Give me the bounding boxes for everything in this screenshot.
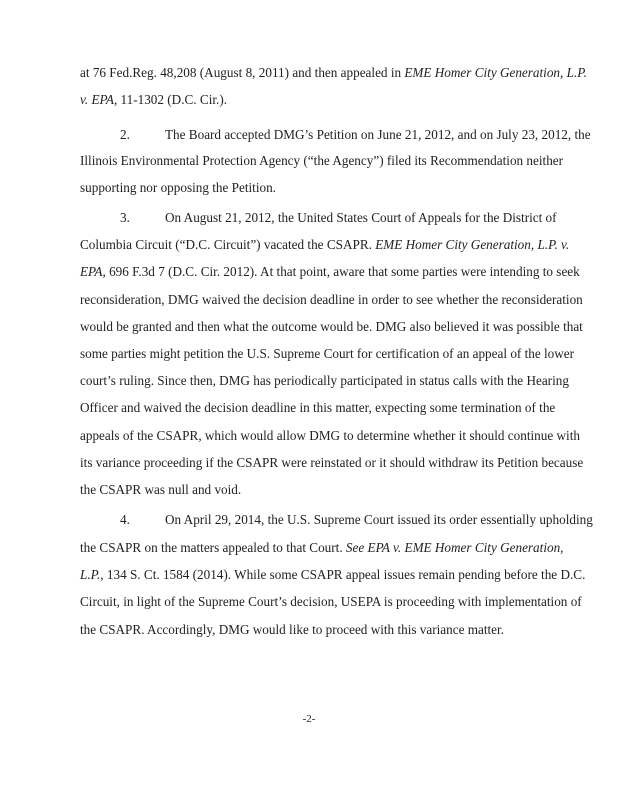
- paragraph-4-line-1: 4. On April 29, 2014, the U.S. Supreme Court issued its order essentially upholding: [120, 512, 593, 527]
- paragraph-number: 4.: [120, 512, 130, 527]
- paragraph-4-line-3: L.P., 134 S. Ct. 1584 (2014). While some CSAPR appeal issues remain pending before the D.C.: [80, 567, 586, 582]
- paragraph-3-line-5: would be granted and then what the outcome would be. DMG also believed it was possible that: [80, 319, 583, 334]
- paragraph-number: 2.: [120, 127, 130, 142]
- case-citation: See EPA v. EME Homer City Generation,: [345, 540, 564, 555]
- paragraph-3-line-3: EPA, 696 F.3d 7 (D.C. Cir. 2012). At that point, aware that some parties were intending to seek: [80, 264, 580, 279]
- paragraph-2-line-2: Illinois Environmental Protection Agency (“the Agency”) filed its Recommendation neither: [80, 153, 564, 168]
- case-citation: v. EPA: [80, 92, 114, 107]
- paragraph-3-line-10: its variance proceeding if the CSAPR were reinstated or it should withdraw its Petition because: [80, 455, 584, 470]
- paragraph-4-line-2: the CSAPR on the matters appealed to that Court. See EPA v. EME Homer City Generation,: [80, 540, 564, 555]
- page-number: -2-: [302, 713, 316, 725]
- paragraph-3-line-7: court’s ruling. Since then, DMG has periodically participated in status calls with the Hearing: [80, 373, 569, 388]
- paragraph-3-line-9: appeals of the CSAPR, which would allow DMG to determine whether it should continue with: [80, 428, 580, 443]
- case-citation: EME Homer City Generation, L.P. v.: [375, 237, 570, 252]
- paragraph-4-line-5: the CSAPR. Accordingly, DMG would like to proceed with this variance matter.: [80, 622, 505, 637]
- paragraph-3-line-6: some parties might petition the U.S. Supreme Court for certification of an appeal of the lower: [80, 346, 575, 361]
- case-citation: L.P.: [80, 567, 101, 582]
- case-citation: EPA: [80, 264, 103, 279]
- paragraph-2-line-1: 2. The Board accepted DMG’s Petition on June 21, 2012, and on July 23, 2012, the: [120, 127, 591, 142]
- paragraph-3-line-2: Columbia Circuit (“D.C. Circuit”) vacated the CSAPR. EME Homer City Generation, L.P. v.: [80, 237, 570, 252]
- paragraph-3-line-11: the CSAPR was null and void.: [80, 482, 242, 497]
- case-citation: EME Homer City Generation, L.P.: [404, 65, 587, 80]
- paragraph-2-line-3: supporting nor opposing the Petition.: [80, 180, 276, 195]
- paragraph-3-line-4: reconsideration, DMG waived the decision deadline in order to see whether the reconsideration: [80, 292, 583, 307]
- paragraph-3-line-8: Officer and waived the decision deadline in this matter, expecting some termination of the: [80, 400, 556, 415]
- paragraph-0-line-1: at 76 Fed.Reg. 48,208 (August 8, 2011) and then appealed in EME Homer City Generation, L.P.: [80, 65, 587, 80]
- paragraph-number: 3.: [120, 210, 130, 225]
- paragraph-3-line-1: 3. On August 21, 2012, the United States Court of Appeals for the District of: [120, 210, 557, 225]
- paragraph-4-line-4: Circuit, in light of the Supreme Court’s decision, USEPA is proceeding with implementation of: [80, 594, 582, 609]
- paragraph-0-line-2: v. EPA, 11-1302 (D.C. Cir.).: [80, 92, 228, 107]
